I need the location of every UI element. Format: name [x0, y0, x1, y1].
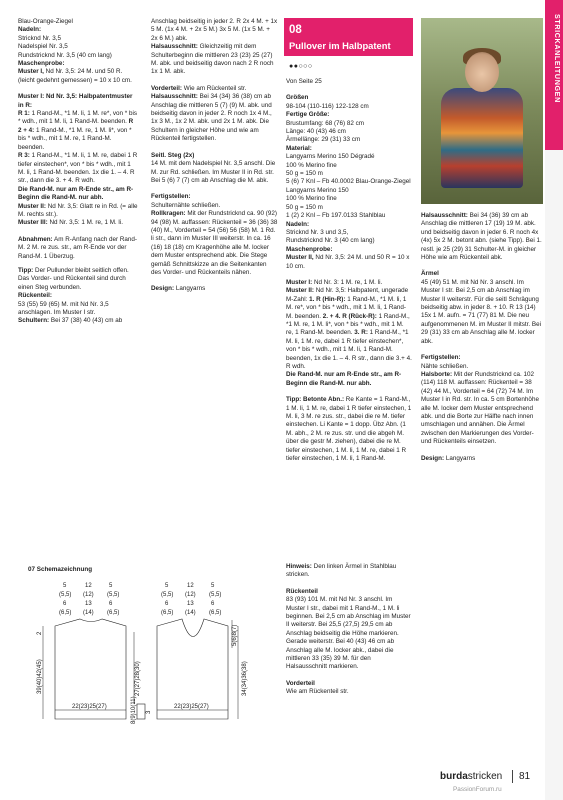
diagram-label	[28, 566, 92, 573]
label: Größen	[286, 94, 309, 102]
text: Rundstricknd Nr. 3,5 (40 cm lang)	[18, 51, 112, 59]
text: 1 Rand-M., *1 M. li, 1 M. re, dabei 1 R tiefer einstechen*, von * bis * wdh., mit 1 M. li, 1 Rand-M. beenden. 1x die 1. – 4. R str., dann die 3. + 4. R wdh.	[18, 152, 138, 185]
text: 53 (55) 59 (65) M. mit Nd Nr. 3,5 anschlagen. Im Muster I str.	[18, 300, 109, 316]
label: Tipp: Betonte Abn.:	[286, 396, 345, 404]
text: Bei 34 (34) 36 (38) cm ab Anschlag die mittleren 5 (7) (9) M. abk. und beidseitig davon in jeder 2. R noch 1x 4 M., 1x 3 M., 1x 2 M. abk. und 2x 1 M. abk. Die Schultern in gleicher Höhe und wie am Rückenteil fertigstellen.	[151, 93, 272, 143]
diagram-steg	[131, 632, 152, 724]
brand-rest: stricken	[467, 771, 503, 782]
dim-label: 5	[165, 583, 169, 589]
label: Schultern:	[18, 317, 50, 325]
dim-label: (12)	[83, 592, 94, 598]
dim-label: (6,5)	[209, 610, 222, 616]
footer-divider	[512, 770, 513, 783]
text: 1 Rand-M., *1 M. re, 1 M. li*, von * bis * wdh., mit 1 M. re, 1 Rand-M. beenden.	[286, 312, 410, 337]
column-2	[151, 18, 278, 300]
label: Hinweis:	[286, 563, 312, 570]
brand-bold: burda	[440, 771, 468, 782]
pattern-title: Pullover im Halbpatent	[289, 40, 391, 51]
schematic-diagram	[25, 576, 275, 726]
diagram-label-text: 07 Schemazeichnung	[28, 566, 93, 573]
text: Langyarns Merino 150	[286, 186, 349, 194]
label: Fertigstellen:	[151, 193, 191, 201]
text: Wie am Rückenteil str.	[286, 688, 349, 696]
dim-label: (5,5)	[107, 592, 120, 598]
label: R 1:	[18, 110, 30, 118]
label: Muster I,	[18, 68, 44, 76]
text: 100 % Merino fine	[286, 161, 337, 169]
dim-label: (14)	[83, 610, 94, 616]
text: Rundstricknd Nr. 3 (40 cm lang)	[286, 237, 375, 245]
diagram-front-piece	[157, 583, 248, 719]
dim-label: (5,5)	[161, 592, 174, 598]
label: Halsausschnitt:	[151, 43, 198, 51]
dim-label: 22(23)25(27)	[72, 704, 107, 710]
label: Halsausschnitt:	[151, 93, 198, 101]
label: 1. R (Hin-R):	[309, 295, 346, 303]
dim-label: 8(9)10(11)	[131, 696, 137, 724]
dim-label: 12	[85, 583, 92, 589]
label: Vorderteil	[286, 679, 315, 687]
label: Material:	[286, 144, 312, 152]
label: Rollkragen:	[151, 210, 186, 218]
column-1	[18, 18, 138, 332]
dim-label: 5	[63, 583, 67, 589]
dim-label: (12)	[185, 592, 196, 598]
label: Design:	[151, 285, 175, 293]
text: Langyarns	[174, 285, 206, 293]
text: 45 (49) 51 M. mit Nd Nr. 3 anschl. Im Muster I str. Bei 2,5 cm ab Anschlag im Muster II weiterstr. Für die seitl Schrägung beidseitig abw. in jeder 8. + 10. R 13 (14) 15x 1 M. aufn. = 71 (77) 81 M. Die neu aufgenommenen M. im Muster II mitstr. Bei 29 (31) 33 cm ab Anschlag alle M. locker abk.	[421, 278, 542, 345]
label: Nd Nr. 3,5: Halbpatentmuster in R:	[18, 93, 133, 109]
pattern-number: 08	[289, 24, 302, 36]
dim-label: 2	[37, 631, 43, 635]
text: Nd Nr. 3,5: Glatt re in Rd. (= alle M. rechts str.).	[18, 202, 138, 218]
dim-label: (5,5)	[59, 592, 72, 598]
text: 5 (6) 7 Knl – Fb 40.0002 Blau-Orange-Ziegel	[286, 178, 411, 186]
text: Re Kante = 1 Rand-M., 1 M. li, 1 M. re, dabei 1 R tiefer einstechen, 1 M. li, 3 M. re zus. str., dabei die re M. tiefer einstechen. Li Kante = 1 dopp. Übz Abn. (1 M. abh., 2 M. re zus. str. und die abgeh M. über die gestr M. ziehen), dabei die re M. tiefer einstechen, 1 M. li, 1 M. re, dabei 1 R tiefer einstechen, 1 M. li, 1 Rand-M.	[286, 396, 412, 463]
watermark: PassionForum.ru	[453, 786, 502, 793]
label: Muster II:	[18, 202, 46, 210]
dim-label: 6	[165, 601, 169, 607]
text: Nd Nr. 3,5: 24 M. und 50 R = 10 x 10 cm.	[286, 254, 410, 270]
label: Tipp:	[18, 266, 34, 274]
text: Der Pullunder bleibt seitlich offen. Das Vorder- und Rückenteil sind durch einen Steg verbunden.	[18, 266, 129, 291]
label: Nadeln:	[18, 26, 42, 34]
label: Seitl. Steg (2x)	[151, 151, 195, 159]
label: Rückenteil:	[18, 292, 52, 300]
dim-label: 3	[146, 710, 152, 714]
text: 83 (93) 101 M. mit Nd Nr. 3 anschl. Im Muster I str., dabei mit 1 Rand-M., 1 M. li beginnen. Bei 2,5 cm ab Anschlag im Muster II weiterstr. Bei 25,5 (27,5) 29,5 cm ab Anschlag beidseitig die Höhe markieren. Gerade weiterstr. Bei 40 (43) 46 cm ab Anschlag alle M. locker abk., dabei die mittleren 33 (35) 39 M. für den Halsausschnitt markieren.	[286, 596, 411, 671]
label: Muster II:	[286, 287, 314, 295]
text: Schulternähte schließen.	[151, 201, 221, 209]
text: 14 M. mit dem Nadelspiel Nr. 3,5 anschl. Die M. zur Rd. schließen. Im Muster II in Rd. str. Bei 5 (6) 7 (7) cm ab Anschlag die M. abk.	[151, 160, 276, 184]
text: Nadelspiel Nr. 3,5	[18, 43, 68, 51]
text: Blau-Orange-Ziegel	[18, 18, 73, 25]
dim-label: 5(6)8(7)	[232, 624, 238, 646]
label: Maschenprobe:	[286, 245, 333, 253]
label: Halsborte:	[421, 370, 453, 378]
dim-label: 22(23)25(27)	[174, 704, 209, 710]
child-face	[465, 52, 499, 92]
text: Mit der Rundstricknd ca. 102 (114) 118 M. auffassen: Rückenteil = 38 (42) 44 M., Vorderteil = 64 (72) 74 M. Im Muster I in Rd. str. In ca. 5 cm Bortenhöhe alle M. locker dem Muster entsprechend abk. und die Borte zur Hälfte nach innen umschlagen und annähen. Die Ärmel zwischen den Markierungen des Vorder- und Rückenteils einsetzen.	[421, 370, 539, 446]
text: Stricknd Nr. 3 und 3,5,	[286, 228, 349, 236]
text: Langyarns Merino 150 Dégradé	[286, 153, 375, 161]
label: Muster I:	[286, 278, 313, 286]
dim-label: (6,5)	[161, 610, 174, 616]
label: Fertige Größe:	[286, 111, 330, 119]
label: Muster I:	[18, 93, 45, 101]
text: Nd Nr. 3,5: Halbpatent, ungerade M-Zahl:	[286, 287, 409, 303]
label: Nadeln:	[286, 220, 310, 228]
text: Anschlag beidseitig in jeder 2. R 2x 4 M. + 1x 5 M. (1x 4 M. + 2x 5 M.) 3x 5 M. (1x 5 M. + 2x 6 M.) abk.	[151, 18, 278, 42]
dim-label: 6	[63, 601, 67, 607]
text: 1 Rand-M., *1 M. re, 1 M. li*, von * bis * wdh., mit 1 M. re, 1 Rand-M. beenden.	[18, 126, 132, 151]
pullover-shape	[441, 88, 523, 188]
label: R 2 + 4:	[18, 118, 134, 134]
dim-label: 12	[187, 583, 194, 589]
text: Von Seite 25	[286, 78, 322, 85]
dim-label: 5	[211, 583, 215, 589]
label: 2. + 4. R (Rück-R):	[322, 312, 377, 320]
label: R 3:	[18, 152, 30, 160]
label: Halsausschnitt:	[421, 212, 468, 219]
label: Rückenteil	[286, 587, 318, 595]
text: Nd Nr. 3,5: 24 M. und 50 R. (leicht gedehnt gemessen) = 10 x 10 cm.	[18, 68, 132, 84]
label: Fertigstellen:	[421, 354, 461, 362]
text: Mit der Rundstricknd ca. 90 (92) 94 (98) M. auffassen: Rückenteil = 36 (36) 38 (40) M., Vorderteil = 54 (56) 56 (58) M. 1 Rd. li str., dann im Muster III weiterstr. In ca. 16 (16) 18 (18) cm Kragenhöhe alle M. locker dem Muster entsprechend abk. Die Stege gemäß Schnittskizze an die Seitenkanten des Vorder- und Rückenteils nähen.	[151, 210, 278, 276]
text: Gleichzeitig mit dem Schulterbeginn die mittleren 23 (23) 25 (27) M. abk. und beidseitig davon nach 2 R noch 1x 1 M. abk.	[151, 43, 274, 76]
label: Ärmel	[421, 270, 439, 278]
column-3	[286, 78, 412, 469]
text: 98-104 (110-116) 122-128 cm	[286, 102, 369, 110]
text: 50 g = 150 m	[286, 203, 323, 211]
text: Bei 37 (38) 40 (43) cm ab	[49, 317, 123, 325]
text: 50 g = 150 m	[286, 170, 323, 178]
label: Abnahmen:	[18, 235, 53, 243]
label: 3. R:	[354, 329, 368, 337]
text: Ärmellänge: 29 (31) 33 cm	[286, 136, 361, 144]
text: Am R-Anfang nach der Rand-M. 2 M. re zus. str., am R-Ende vor der Rand-M. 1 Überzug.	[18, 235, 137, 260]
dim-label: (14)	[185, 610, 196, 616]
text: Länge: 40 (43) 46 cm	[286, 128, 346, 136]
label: Maschenprobe:	[18, 60, 65, 68]
dim-label: (6,5)	[59, 610, 72, 616]
footer-brand	[440, 771, 502, 782]
dim-label: 13	[85, 601, 92, 607]
text: Nd Nr. 3,5: 1 M. re, 1 M. li.	[47, 219, 123, 227]
diagram-back-piece	[37, 583, 126, 719]
text: Stricknd Nr. 3,5	[18, 34, 62, 42]
difficulty-rating: ●●○○○	[289, 63, 313, 70]
text: 1 (2) 2 Knl – Fb 197.0133 Stahlblau	[286, 212, 386, 220]
text: Den linken Ärmel in Stahlblau stricken.	[286, 563, 397, 579]
column-4	[421, 212, 543, 469]
text: Bei 34 (36) 39 cm ab Anschlag die mittleren 17 (19) 19 M. abk. und beidseitig davon in jeder 6. R noch 4x (4x) 5x 2 M. betont abn. (siehe Tipp). Bei 1. restl. je 25 (29) 31 Schulter-M. in gleicher Höhe wie am Rückenteil abk.	[421, 212, 542, 262]
dim-label: (6,5)	[107, 610, 120, 616]
label: Muster III:	[18, 219, 48, 227]
label: Design:	[421, 454, 445, 462]
text: Nd Nr. 3: 1 M. re, 1 M. li.	[312, 278, 383, 286]
text: Nähte schließen.	[421, 362, 469, 370]
text: 1 Rand-M., *1 M. li, 1 M. re*, von * bis * wdh., mit 1 M. li, 1 Rand-M. beenden.	[18, 110, 137, 126]
sidebar-label: STRICKANLEITUNGEN	[553, 14, 562, 103]
text: Brustumfang: 68 (76) 82 cm	[286, 119, 365, 127]
label: Vorderteil:	[151, 84, 183, 92]
label: Muster II,	[286, 254, 314, 262]
text: Langyarns	[444, 454, 476, 462]
dim-label: (5,5)	[209, 592, 222, 598]
dim-label: 27(27)28(30)	[135, 661, 141, 696]
pullover-photo	[421, 18, 543, 204]
text: 100 % Merino fine	[286, 195, 337, 203]
dim-label: 6	[109, 601, 113, 607]
dim-label: 5	[109, 583, 113, 589]
text: Wie am Rückenteil str.	[182, 84, 247, 92]
dim-label: 6	[211, 601, 215, 607]
text: 1 Rand-M., *1 M. li, 1 M. re, dabei 1 R tiefer einstechen*, von * bis * wdh., mit 1 M. li, 1 Rand-M. beenden, 1x die 1. – 4. R str., dann die 3.+ 4. R wdh.	[286, 329, 412, 370]
page-number: 81	[519, 771, 531, 782]
dim-label: 13	[187, 601, 194, 607]
dim-label: 34(34)36(38)	[242, 661, 248, 696]
text-bold: Die Rand-M. nur am R-Ende str., am R-Beginn die Rand-M. nur abh.	[18, 185, 134, 202]
column-3-lower	[286, 563, 412, 703]
dim-label: 39(40)42(45)	[37, 659, 43, 694]
text: 1 Rand-M., *1 M. li, 1 M. re*, von * bis * wdh., mit 1 M. li, 1 Rand-M. beenden.	[286, 295, 407, 320]
text-bold: Die Rand-M. nur am R-Ende str., am R-Beginn die Rand-M. nur abh.	[286, 371, 402, 387]
